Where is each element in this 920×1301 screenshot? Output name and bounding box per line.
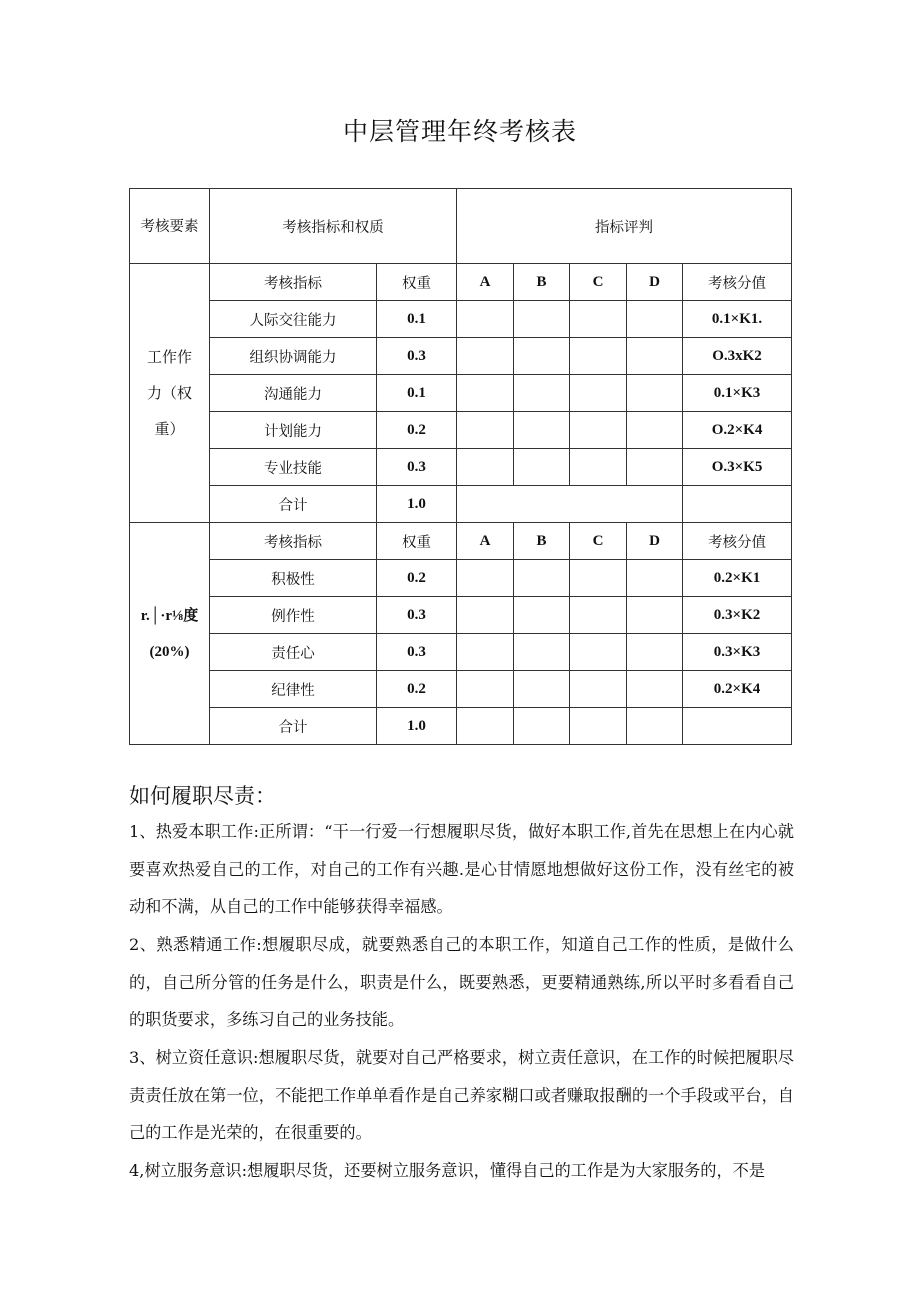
grade-c-cell (570, 671, 627, 708)
indicator-cell: 纪律性 (210, 671, 377, 708)
indicator-cell: 专业技能 (210, 449, 377, 486)
total-weight: 1.0 (377, 708, 457, 745)
grade-c-cell (570, 634, 627, 671)
grade-d-cell (627, 560, 683, 597)
grade-c-cell (570, 708, 627, 745)
col-b: B (514, 523, 570, 560)
grade-a-cell (457, 338, 514, 375)
weight-cell: 0.2 (377, 671, 457, 708)
grade-d-cell (627, 449, 683, 486)
indicator-cell: 例作性 (210, 597, 377, 634)
grade-d-cell (627, 375, 683, 412)
grade-a-cell (457, 671, 514, 708)
indicator-cell: 组织协调能力 (210, 338, 377, 375)
table-row (130, 412, 792, 449)
grade-b-cell (514, 634, 570, 671)
grade-b-cell (514, 671, 570, 708)
grade-a-cell (457, 301, 514, 338)
col-score: 考核分值 (683, 523, 792, 560)
weight-cell: 0.2 (377, 560, 457, 597)
grade-b-cell (514, 708, 570, 745)
header-element-cell (130, 189, 210, 264)
score-cell: 0.3×K2 (683, 597, 792, 634)
evaluation-table (129, 188, 792, 745)
score-cell: O.3×K5 (683, 449, 792, 486)
grade-a-cell (457, 412, 514, 449)
grade-a-cell (457, 708, 514, 745)
col-c: C (570, 264, 627, 301)
grade-d-cell (627, 301, 683, 338)
section-heading: 如何履职尽责： (129, 784, 276, 808)
table-row (130, 560, 792, 597)
total-label: 合计 (210, 708, 377, 745)
col-indicator: 考核指标 (210, 523, 377, 560)
grade-c-cell (570, 560, 627, 597)
section2-label-line: (20%) (149, 643, 190, 660)
score-cell: 0.2×K4 (683, 671, 792, 708)
total-score-cell (683, 708, 792, 745)
section1-col-header-row (130, 264, 792, 301)
grade-d-cell (627, 708, 683, 745)
grade-d-cell (627, 671, 683, 708)
page-title: 中层管理年终考核表 (342, 117, 577, 146)
total-row (130, 708, 792, 745)
table-row (130, 634, 792, 671)
grade-c-cell (570, 375, 627, 412)
table-row (130, 375, 792, 412)
table-header-row (130, 189, 792, 264)
paragraph: 3、树立资任意识:想履职尽货，就要对自己严格要求，树立责任意识，在工作的时候把履职尽责责任放在第一位，不能把工作单单看作是自己养家糊口或者赚取报酬的一个手段或平台，自己的工作是光荣的，在很重要的。 (129, 1048, 794, 1142)
header-evaluation: 指标评判 (457, 189, 792, 264)
weight-cell: 0.3 (377, 449, 457, 486)
weight-cell: 0.1 (377, 301, 457, 338)
col-score: 考核分值 (683, 264, 792, 301)
grade-b-cell (514, 412, 570, 449)
grade-d-cell (627, 597, 683, 634)
table-row (130, 671, 792, 708)
total-grade-cell (457, 486, 683, 523)
col-d: D (627, 264, 683, 301)
grade-a-cell (457, 634, 514, 671)
grade-c-cell (570, 597, 627, 634)
indicator-cell: 积极性 (210, 560, 377, 597)
grade-a-cell (457, 449, 514, 486)
col-b: B (514, 264, 570, 301)
weight-cell: 0.3 (377, 338, 457, 375)
weight-cell: 0.2 (377, 412, 457, 449)
grade-c-cell (570, 301, 627, 338)
indicator-cell: 人际交往能力 (210, 301, 377, 338)
grade-d-cell (627, 412, 683, 449)
table-row (130, 301, 792, 338)
total-weight: 1.0 (377, 486, 457, 523)
indicator-cell: 沟通能力 (210, 375, 377, 412)
section1-label-line: 力（权 (146, 384, 192, 402)
grade-b-cell (514, 560, 570, 597)
grade-b-cell (514, 375, 570, 412)
col-weight: 权重 (377, 264, 457, 301)
indicator-cell: 责任心 (210, 634, 377, 671)
section2-col-header-row (130, 523, 792, 560)
section1-label-line: 重） (154, 420, 185, 438)
grade-b-cell (514, 449, 570, 486)
grade-a-cell (457, 560, 514, 597)
section2-label-line: r.│·r⅛度 (140, 607, 199, 624)
col-a: A (457, 523, 514, 560)
score-cell: 0.2×K1 (683, 560, 792, 597)
grade-c-cell (570, 338, 627, 375)
table-row (130, 597, 792, 634)
table-row (130, 338, 792, 375)
paragraph: 2、熟悉精通工作:想履职尽成，就要熟悉自己的本职工作，知道自己工作的性质，是做什么的，自己所分管的任务是什么，职责是什么，既要熟悉，更要精通熟练,所以平时多看看自己的职货要求，多练习自己的业务技能。 (129, 935, 794, 1029)
total-score-cell (683, 486, 792, 523)
weight-cell: 0.3 (377, 634, 457, 671)
indicator-cell: 计划能力 (210, 412, 377, 449)
grade-c-cell (570, 412, 627, 449)
score-cell: O.3xK2 (683, 338, 792, 375)
col-a: A (457, 264, 514, 301)
grade-b-cell (514, 597, 570, 634)
grade-d-cell (627, 634, 683, 671)
total-label: 合计 (210, 486, 377, 523)
col-indicator: 考核指标 (210, 264, 377, 301)
section1-label-line: 工作作 (146, 348, 192, 366)
paragraph: 4,树立服务意识:想履职尽货，还要树立服务意识，懂得自己的工作是为大家服务的，不是 (129, 1161, 766, 1180)
weight-cell: 0.1 (377, 375, 457, 412)
score-cell: 0.3×K3 (683, 634, 792, 671)
grade-a-cell (457, 375, 514, 412)
header-indicator-weight: 考核指标和权质 (210, 189, 457, 264)
score-cell: O.2×K4 (683, 412, 792, 449)
grade-d-cell (627, 338, 683, 375)
section1-label (130, 264, 210, 523)
score-cell: 0.1×K3 (683, 375, 792, 412)
paragraph: 1、热爱本职工作:正所谓：“干一行爱一行想履职尽货，做好本职工作,首先在思想上在内心就要喜欢热爱自己的工作，对自己的工作有兴趣.是心甘情愿地想做好这份工作，没有丝宅的被动和不满，从自己的工作中能够获得幸福感。 (129, 822, 794, 916)
section2-label (130, 523, 210, 745)
grade-a-cell (457, 597, 514, 634)
grade-b-cell (514, 338, 570, 375)
weight-cell: 0.3 (377, 597, 457, 634)
col-d: D (627, 523, 683, 560)
score-cell: 0.1×K1. (683, 301, 792, 338)
grade-b-cell (514, 301, 570, 338)
col-c: C (570, 523, 627, 560)
total-row (130, 486, 792, 523)
header-element-label: 考核要素 (140, 218, 199, 235)
grade-c-cell (570, 449, 627, 486)
table-row (130, 449, 792, 486)
col-weight: 权重 (377, 523, 457, 560)
